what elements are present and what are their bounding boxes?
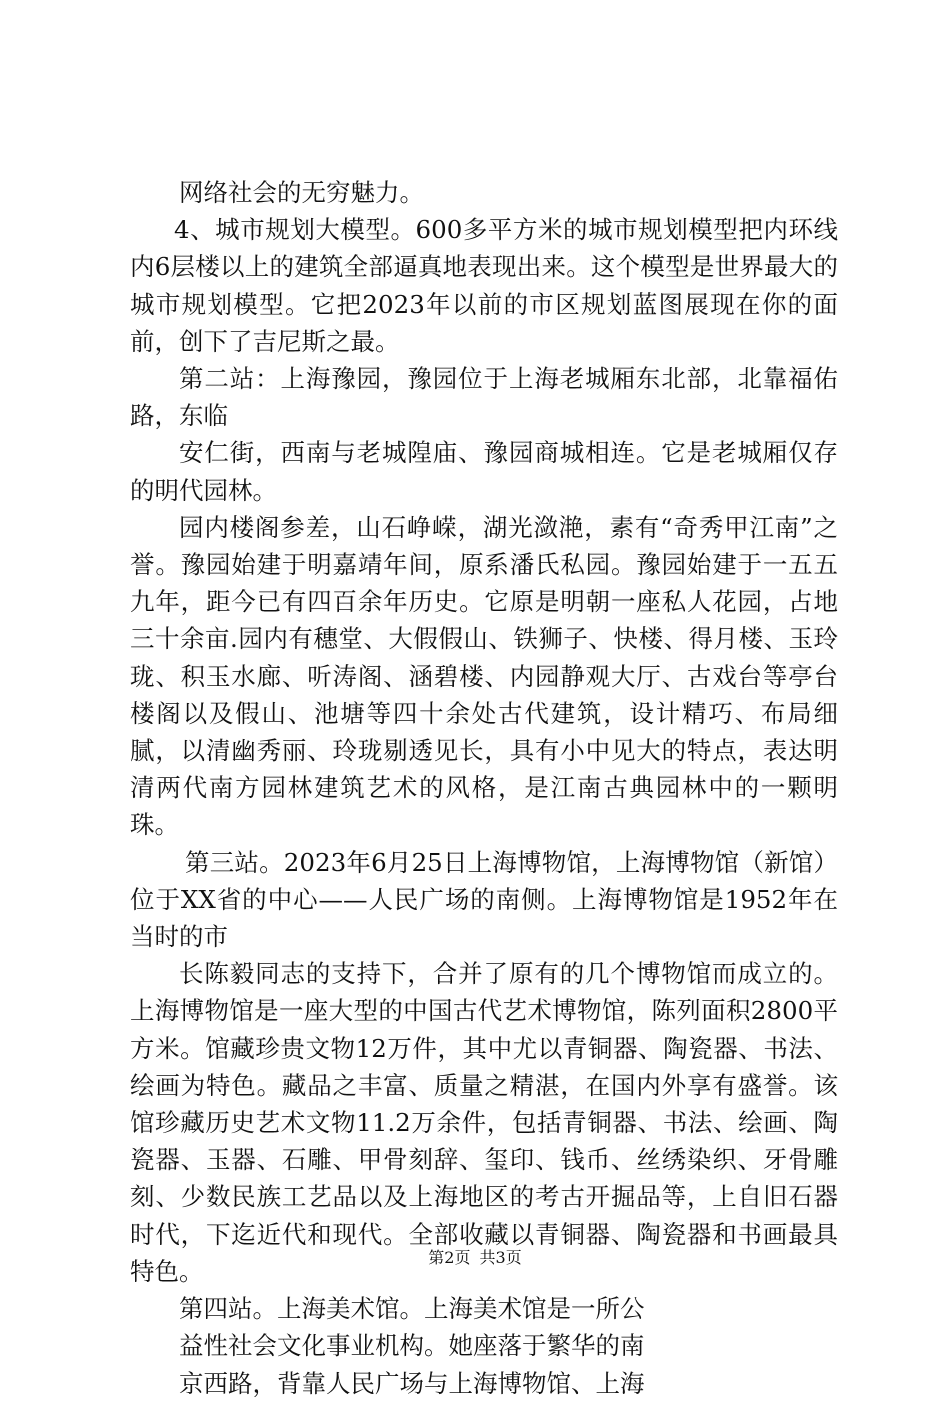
- paragraph-stop-two-location: 安仁街，西南与老城隍庙、豫园商城相连。它是老城厢仅存的明代园林。: [130, 438, 838, 505]
- paragraph-stop-two-intro: 第二站：上海豫园，豫园位于上海老城厢东北部，北靠福佑路，东临: [130, 364, 838, 431]
- page-footer: [0, 1245, 950, 1268]
- paragraph-stop-four-line-3: 京西路，背靠人民广场与上海博物馆、上海: [179, 1368, 645, 1398]
- document-body: [130, 174, 838, 1402]
- page-total: 共3页: [479, 1248, 522, 1267]
- paragraph-stop-three-intro: 第三站。2023年6月25日上海博物馆，上海博物馆（新馆）位于XX省的中心——人民广场的南侧。上海博物馆是1952年在当时的市: [130, 847, 838, 952]
- paragraph-shanghai-museum: 长陈毅同志的支持下，合并了原有的几个博物馆而成立的。上海博物馆是一座大型的中国古代艺术博物馆，陈列面积2800平方米。馆藏珍贵文物12万件，其中尤以青铜器、陶瓷器、书法、绘画为特色。藏品之丰富、质量之精湛，在国内外享有盛誉。该馆珍藏历史艺术文物11.2万余件，包括青铜器、书法、绘画、陶瓷器、玉器、石雕、甲骨刻辞、玺印、钱币、丝绣染织、牙骨雕刻、少数民族工艺品以及上海地区的考古开掘品等，上自旧石器时代，下迄近代和现代。全部收藏以青铜器、陶瓷器和书画最具特色。: [130, 959, 838, 1286]
- paragraph-city-planning-model: 4、城市规划大模型。600多平方米的城市规划模型把内环线内6层楼以上的建筑全部逼真地表现出来。这个模型是世界最大的城市规划模型。它把2023年以前的市区规划蓝图展现在你的面前，创下了吉尼斯之最。: [130, 215, 838, 356]
- paragraph-stop-four-line-1: 第四站。上海美术馆。上海美术馆是一所公: [179, 1294, 645, 1324]
- paragraph-stop-four-line-2: 益性社会文化事业机构。她座落于繁华的南: [179, 1331, 645, 1361]
- paragraph-yuyuan-garden: 园内楼阁参差，山石峥嵘，湖光潋滟，素有“奇秀甲江南”之誉。豫园始建于明嘉靖年间，原系潘氏私园。豫园始建于一五五九年，距今已有四百余年历史。它原是明朝一座私人花园，占地三十余亩.园内有穗堂、大假假山、铁狮子、快楼、得月楼、玉玲珑、积玉水廊、听涛阁、涵碧楼、内园静观大厅、古戏台等亭台楼阁以及假山、池塘等四十余处古代建筑，设计精巧、布局细腻，以清幽秀丽、玲珑剔透见长，具有小中见大的特点，表达明清两代南方园林建筑艺术的风格，是江南古典园林中的一颗明珠。: [130, 512, 838, 840]
- paragraph-network-charm: 网络社会的无穷魅力。: [179, 178, 424, 207]
- page-number: 第2页: [428, 1248, 471, 1267]
